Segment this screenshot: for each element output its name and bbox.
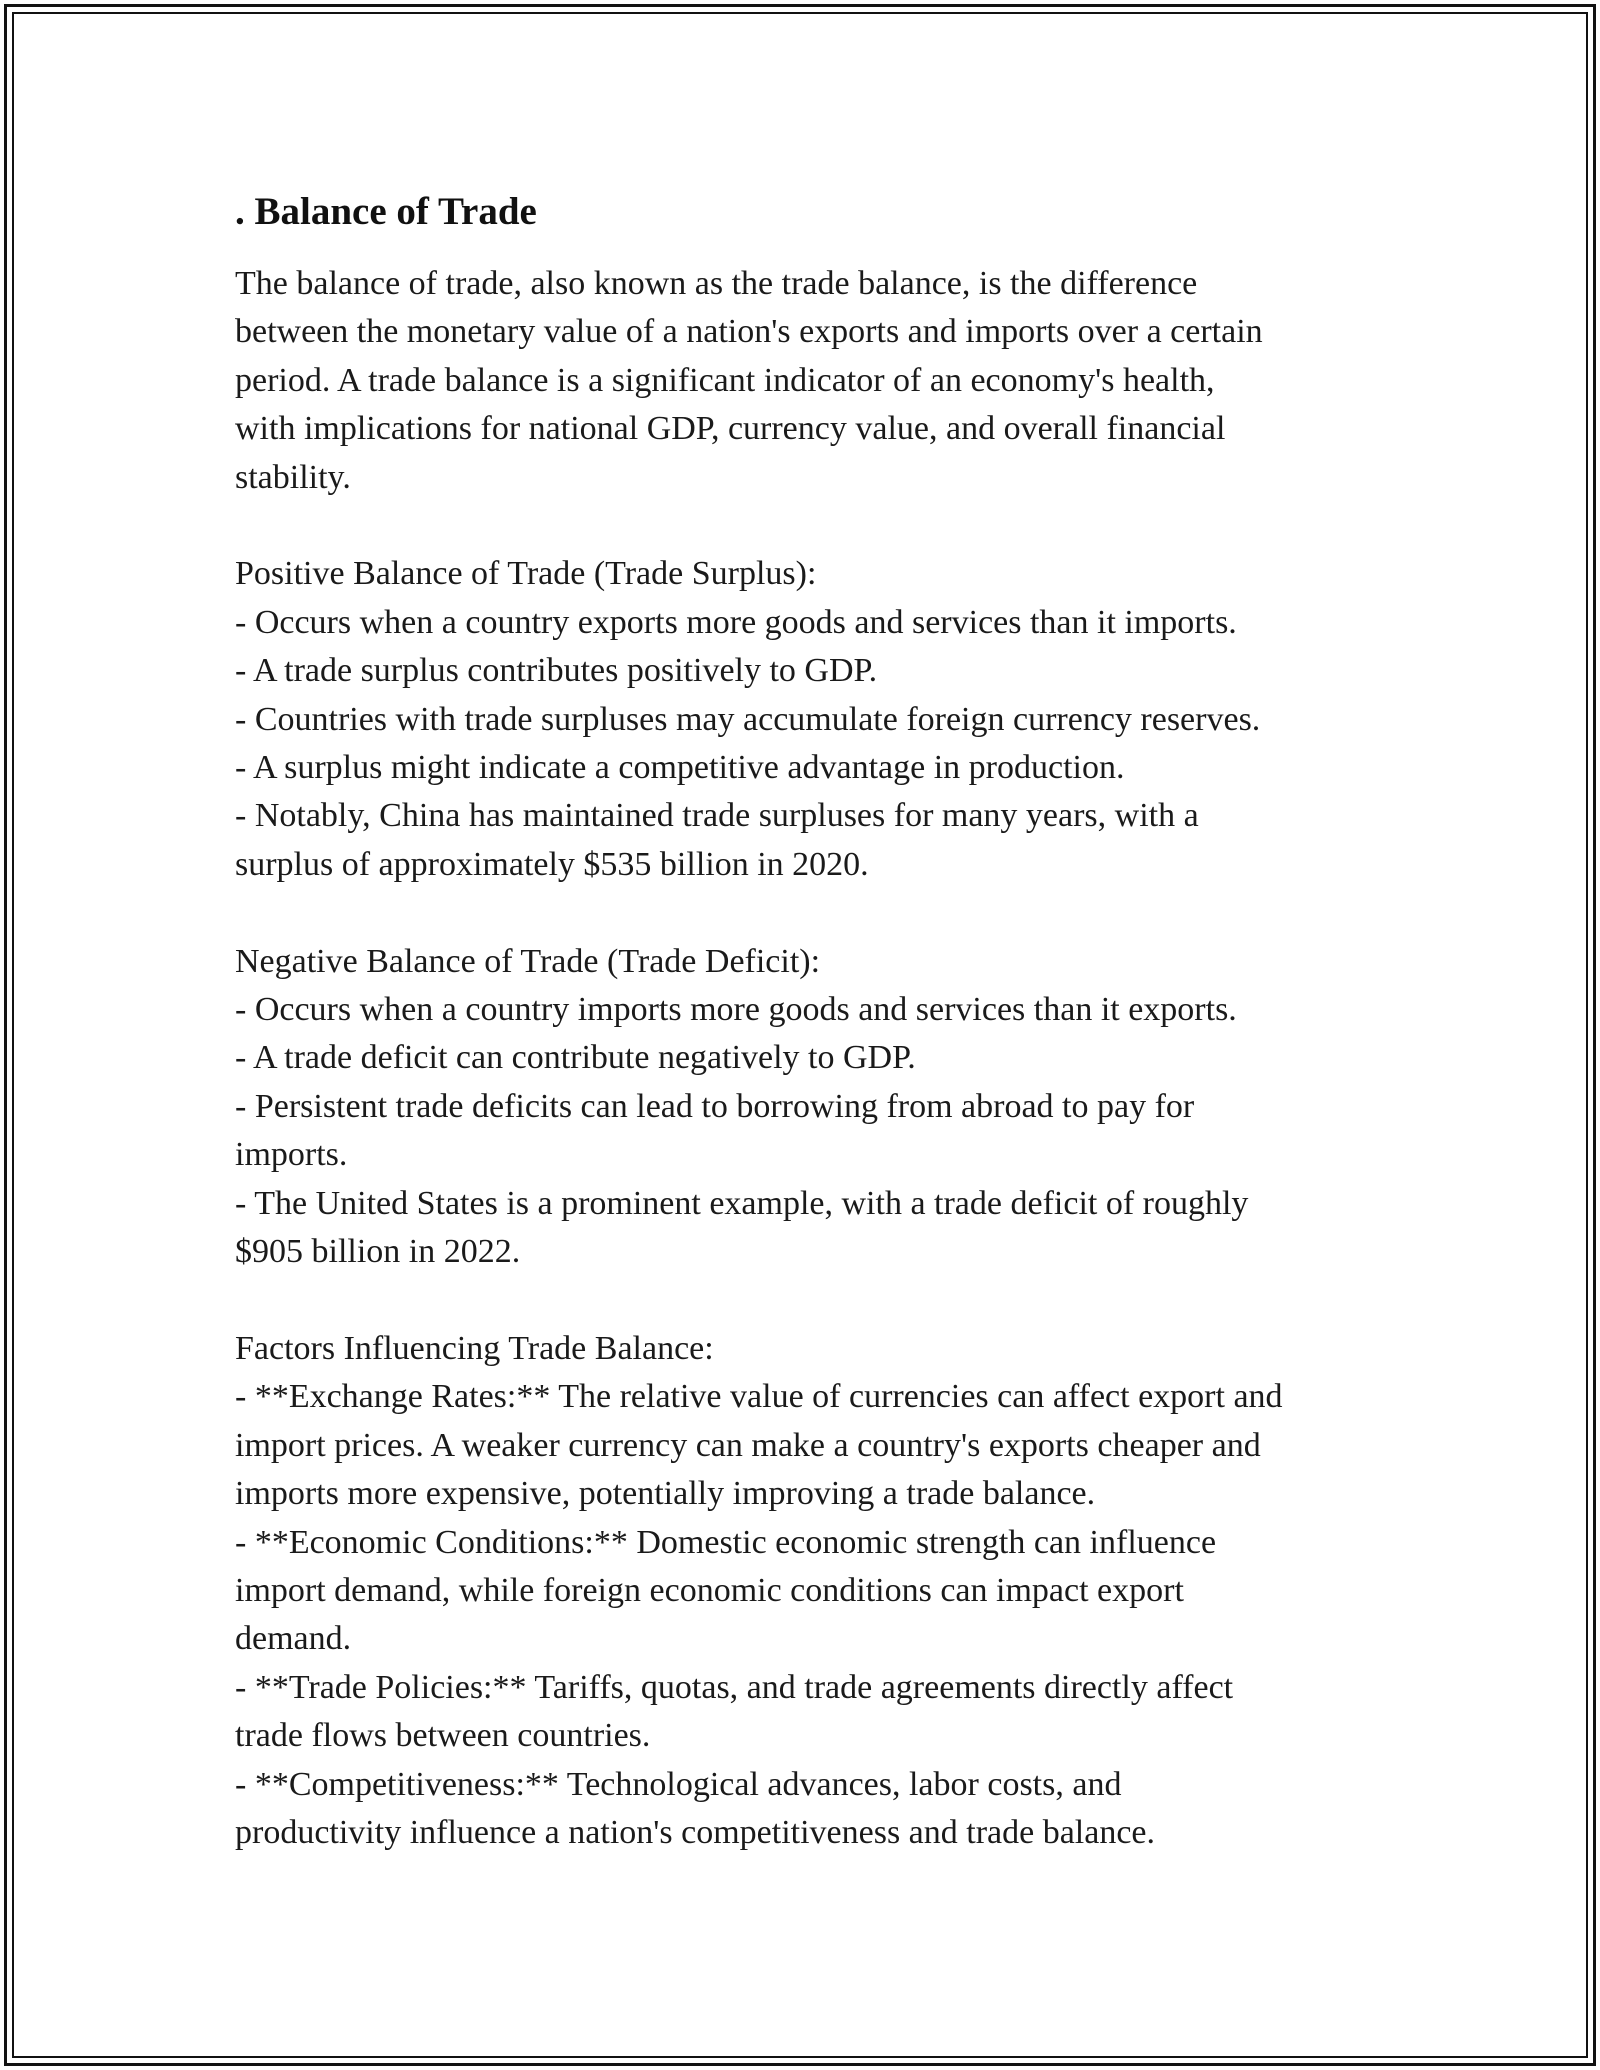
list-item: - A surplus might indicate a competitive advantage in production. xyxy=(235,749,1125,787)
trade-deficit-section xyxy=(235,938,1375,1277)
factors-section xyxy=(235,1325,1375,1857)
trade-surplus-section xyxy=(235,550,1375,889)
list-item: - The United States is a prominent example, with a trade deficit of roughly xyxy=(235,1184,1249,1222)
list-item: imports. xyxy=(235,1136,348,1174)
trade-surplus-title: Positive Balance of Trade (Trade Surplus): xyxy=(235,555,817,593)
document-body xyxy=(235,186,1375,1857)
list-item: - **Competitiveness:** Technological advances, labor costs, and xyxy=(235,1765,1122,1803)
intro-line: with implications for national GDP, currency value, and overall financial xyxy=(235,410,1226,448)
intro-line: stability. xyxy=(235,458,351,496)
list-item: - Notably, China has maintained trade surpluses for many years, with a xyxy=(235,797,1199,835)
intro-line: The balance of trade, also known as the trade balance, is the difference xyxy=(235,265,1198,302)
intro-line: between the monetary value of a nation's exports and imports over a certain xyxy=(235,313,1263,351)
list-item: - A trade deficit can contribute negatively to GDP. xyxy=(235,1039,916,1077)
list-item: import demand, while foreign economic conditions can impact export xyxy=(235,1571,1184,1609)
list-item: - Occurs when a country exports more goods and services than it imports. xyxy=(235,603,1237,641)
list-item: - Countries with trade surpluses may accumulate foreign currency reserves. xyxy=(235,700,1261,738)
list-item: demand. xyxy=(235,1620,352,1658)
list-item: - **Exchange Rates:** The relative value of currencies can affect export and xyxy=(235,1378,1283,1416)
list-item: - A trade surplus contributes positively to GDP. xyxy=(235,652,878,690)
list-item: - **Trade Policies:** Tariffs, quotas, and trade agreements directly affect xyxy=(235,1668,1234,1706)
section-heading: . Balance of Trade xyxy=(235,190,537,233)
list-item: import prices. A weaker currency can make a country's exports cheaper and xyxy=(235,1426,1261,1464)
list-item: imports more expensive, potentially improving a trade balance. xyxy=(235,1475,1096,1513)
intro-paragraph xyxy=(235,260,1375,502)
list-item: $905 billion in 2022. xyxy=(235,1233,521,1271)
trade-deficit-title: Negative Balance of Trade (Trade Deficit): xyxy=(235,942,821,980)
list-item: - **Economic Conditions:** Domestic economic strength can influence xyxy=(235,1523,1217,1561)
factors-title: Factors Influencing Trade Balance: xyxy=(235,1329,714,1367)
list-item: productivity influence a nation's competitiveness and trade balance. xyxy=(235,1813,1156,1851)
list-item: surplus of approximately $535 billion in 2020. xyxy=(235,845,869,883)
list-item: trade flows between countries. xyxy=(235,1717,651,1755)
list-item: - Occurs when a country imports more goods and services than it exports. xyxy=(235,991,1237,1029)
intro-line: period. A trade balance is a significant indicator of an economy's health, xyxy=(235,361,1215,399)
list-item: - Persistent trade deficits can lead to borrowing from abroad to pay for xyxy=(235,1087,1195,1125)
